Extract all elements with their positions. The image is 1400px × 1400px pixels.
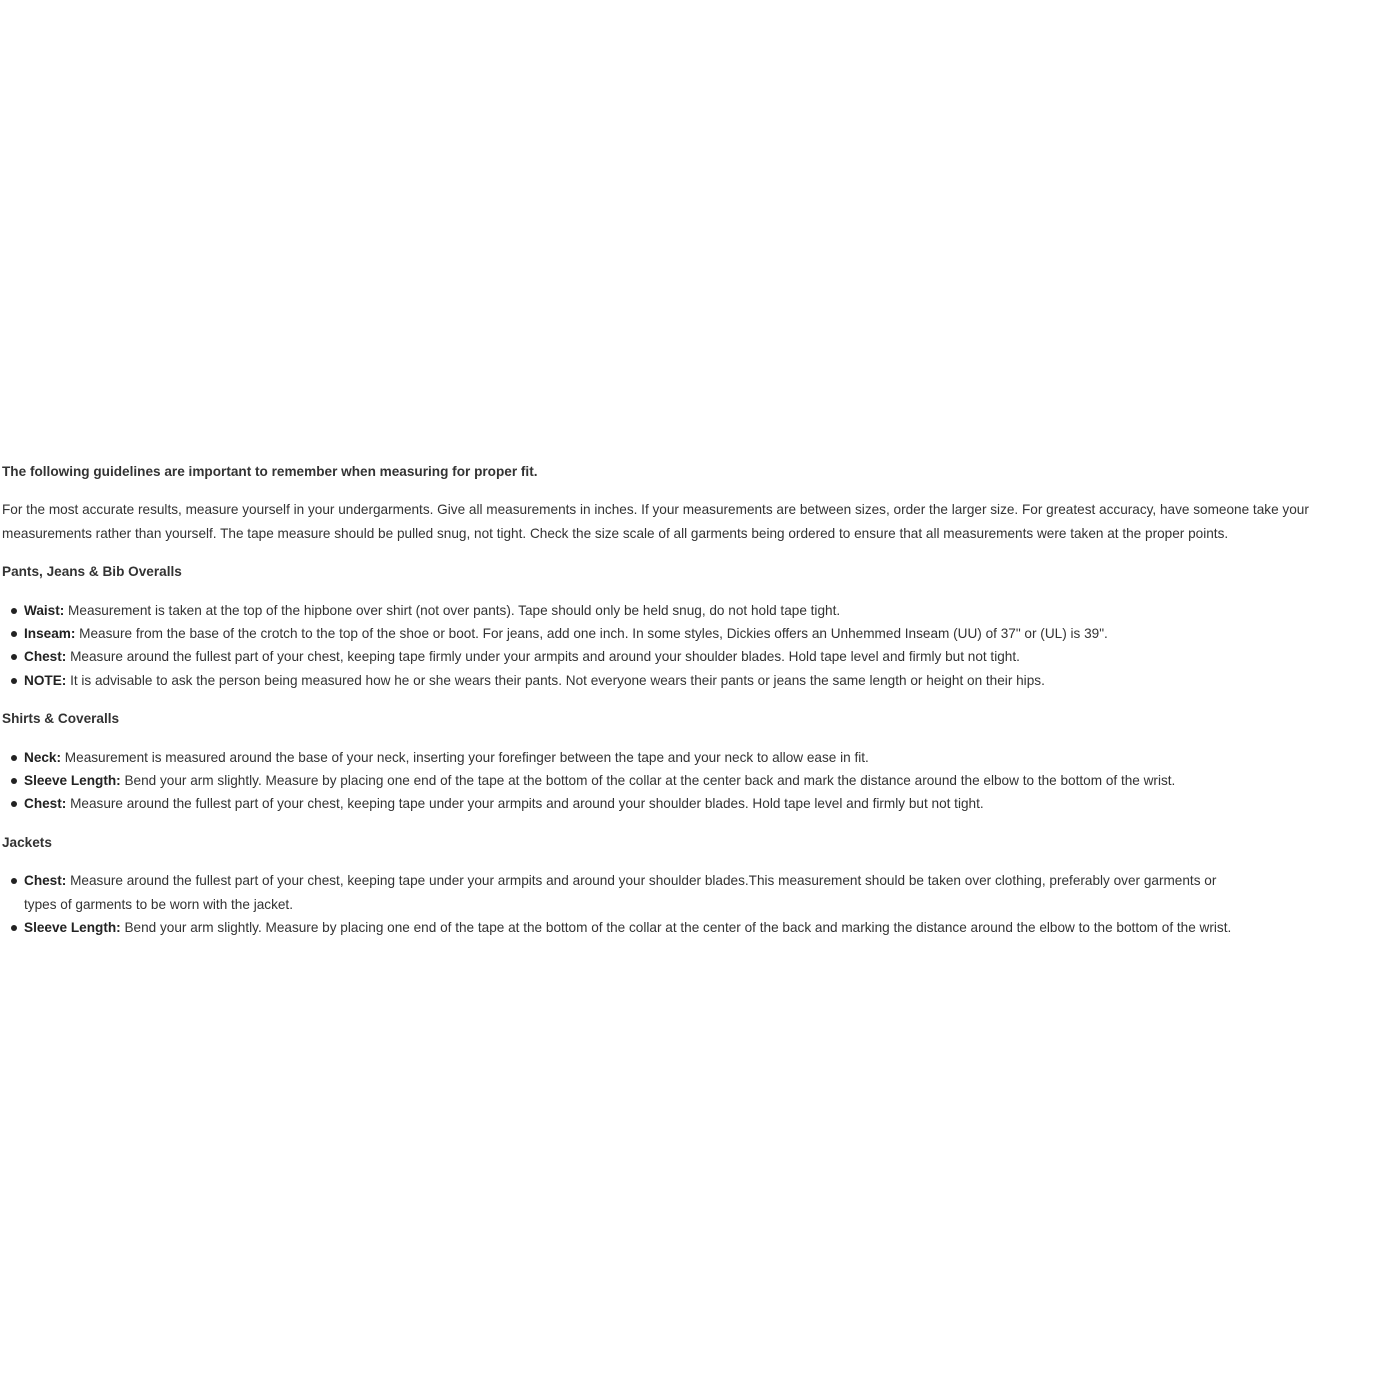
list-item bbox=[24, 869, 1224, 916]
term-label: Sleeve Length: bbox=[24, 920, 121, 936]
section-heading-jackets: Jackets bbox=[2, 834, 52, 850]
list-item bbox=[24, 599, 1398, 622]
term-description: Measurement is taken at the top of the hipbone over shirt (not over pants). Tape should only be held snug, do not hold tape tight. bbox=[64, 602, 841, 618]
term-description: It is advisable to ask the person being measured how he or she wears their pants. Not everyone wears their pants or jeans the same length or height on their hips. bbox=[66, 672, 1045, 688]
term-description: Measure around the fullest part of your chest, keeping tape firmly under your armpits and around your shoulder blades. Hold tape level and firmly but not tight. bbox=[66, 649, 1020, 665]
term-label: Chest: bbox=[24, 649, 67, 665]
list-item bbox=[24, 792, 1398, 815]
term-description: Measure around the fullest part of your chest, keeping tape under your armpits and around your shoulder blades. Hold tape level and firmly but not tight. bbox=[66, 796, 984, 812]
term-label: Chest: bbox=[24, 796, 67, 812]
list-item bbox=[24, 622, 1398, 645]
list-item bbox=[24, 916, 1398, 939]
intro-heading: The following guidelines are important to remember when measuring for proper fit. bbox=[2, 464, 538, 479]
jackets-guide-list bbox=[2, 869, 1398, 939]
shirts-guide-list bbox=[2, 746, 1398, 816]
list-item bbox=[24, 645, 1398, 668]
term-description: Measurement is measured around the base of your neck, inserting your forefinger between the tape and your neck to allow ease in fit. bbox=[61, 749, 869, 765]
term-label: Inseam: bbox=[24, 626, 76, 642]
list-item bbox=[24, 769, 1398, 792]
section-heading-pants: Pants, Jeans & Bib Overalls bbox=[2, 564, 182, 580]
term-description: Measure around the fullest part of your chest, keeping tape under your armpits and around your shoulder blades.This measurement should be taken over clothing, preferably over garments or types of garments to be worn with the jacket. bbox=[24, 873, 1217, 912]
intro-text: For the most accurate results, measure yourself in your undergarments. Give all measurements in inches. If your measurements are between sizes, order the larger size. For greatest accuracy, have someone take your measurements rather than yourself. The tape measure should be pulled snug, not tight. Check the size scale of all garments being ordered to ensure that all measurements were taken at the proper points. bbox=[2, 502, 1309, 541]
term-label: Waist: bbox=[24, 602, 65, 618]
term-label: Neck: bbox=[24, 749, 62, 765]
term-label: NOTE: bbox=[24, 672, 67, 688]
list-item bbox=[24, 669, 1398, 692]
term-description: Measure from the base of the crotch to the top of the shoe or boot. For jeans, add one inch. In some styles, Dickies offers an Unhemmed Inseam (UU) of 37" or (UL) is 39". bbox=[75, 626, 1108, 642]
term-description: Bend your arm slightly. Measure by placing one end of the tape at the bottom of the collar at the center of the back and marking the distance around the elbow to the bottom of the wrist. bbox=[120, 920, 1232, 936]
size-guide bbox=[2, 460, 1398, 955]
term-description: Bend your arm slightly. Measure by placing one end of the tape at the bottom of the collar at the center back and mark the distance around the elbow to the bottom of the wrist. bbox=[120, 773, 1176, 789]
section-heading-shirts: Shirts & Coveralls bbox=[2, 711, 120, 727]
term-label: Chest: bbox=[24, 873, 67, 889]
list-item bbox=[24, 746, 1398, 769]
pants-guide-list bbox=[2, 599, 1398, 693]
term-label: Sleeve Length: bbox=[24, 773, 121, 789]
